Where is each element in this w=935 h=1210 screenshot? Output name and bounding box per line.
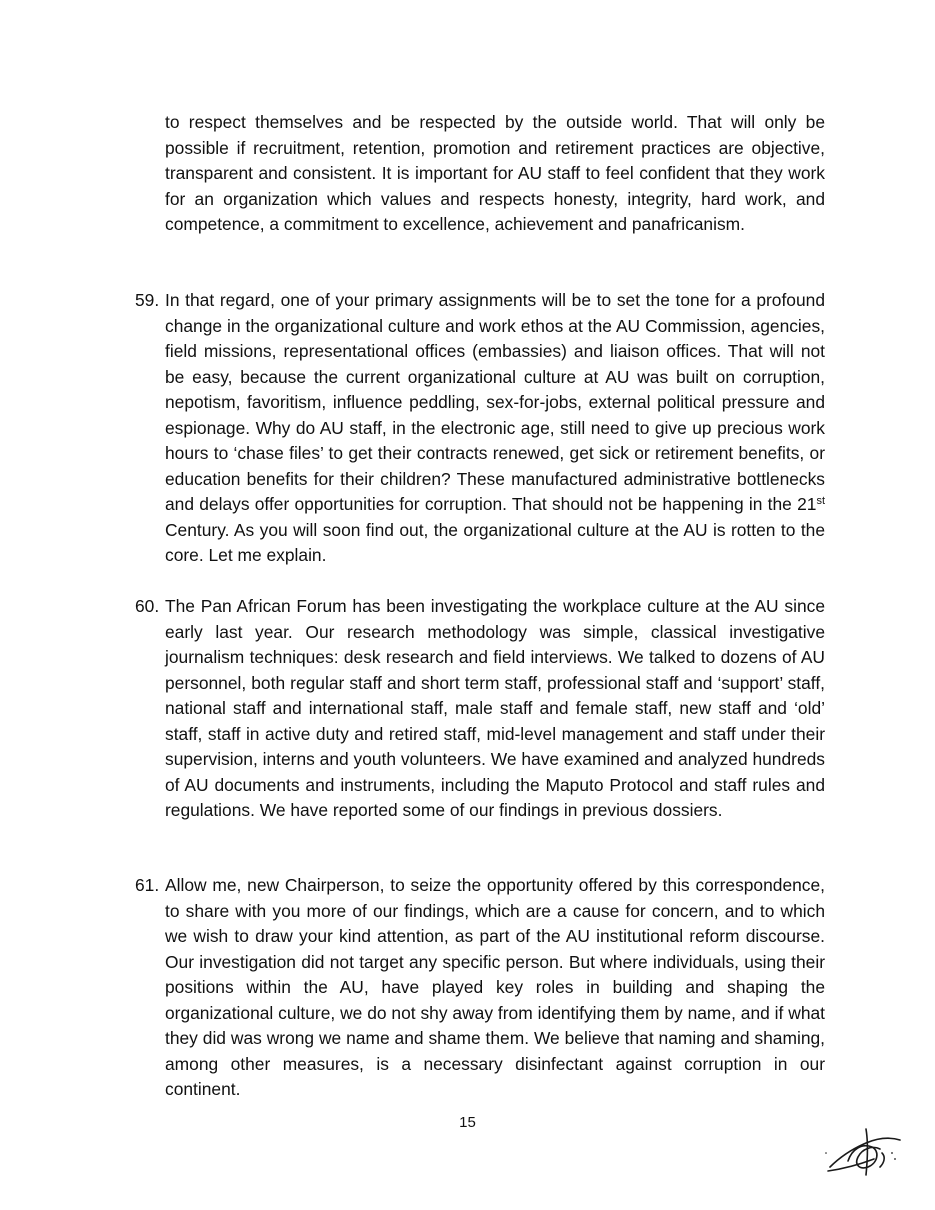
paragraph-text: The Pan African Forum has been investigating the workplace culture at the AU since early last year. Our research methodology was simple, classical investigative journalism techniques: desk research and field interviews. We talked to dozens of AU personnel, both regular staff and short term staff, professional staff and ‘support’ staff, national staff and international staff, male staff and female staff, new staff and ‘old’ staff, staff in active duty and retired staff, mid-level management and staff under their supervision, interns and youth volunteers. We have examined and analyzed hundreds of AU documents and instruments, including the Maputo Protocol and staff rules and regulations. We have reported some of our findings in previous dossiers. <box>165 596 825 820</box>
paragraph-number: 59. <box>135 290 160 310</box>
paragraph-text: In that regard, one of your primary assignments will be to set the tone for a profound change in the organizational culture and work ethos at the AU Commission, agencies, field missions, representational offices (embassies) and liaison offices. That will not be easy, because the current organizational culture at AU was built on corruption, nepotism, favoritism, influence peddling, sex-for-jobs, external political pressure and espionage. Why do AU staff, in the electronic age, still need to give up precious work hours to ‘chase files’ to get their contracts renewed, get sick or retirement benefits, or education benefits for their children? These manufactured administrative bottlenecks and delays offer opportunities for corruption. That should not be happening in the 21 <box>165 290 825 514</box>
page-number: 15 <box>459 1114 476 1131</box>
paragraph-61 <box>135 873 825 1103</box>
paragraph-text: Allow me, new Chairperson, to seize the opportunity offered by this correspondence, to share with you more of our findings, which are a cause for concern, and to which we wish to draw your kind attention, as part of the AU institutional reform discourse. Our investigation did not target any specific person. But where individuals, using their positions within the AU, have played key roles in building and shaping the organizational culture, we do not shy away from identifying them by name, and if what they did was wrong we name and shame them. We believe that naming and shaming, among other measures, is a necessary disinfectant against corruption in our continent. <box>165 875 825 1099</box>
paragraph-60 <box>135 594 825 824</box>
paragraph-number: 60. <box>135 596 160 616</box>
paragraph-number: 61. <box>135 875 160 895</box>
signature-icon <box>822 1123 904 1183</box>
paragraph-text-tail: Century. As you will soon find out, the organizational culture at the AU is rotten to the core. Let me explain. <box>165 519 825 565</box>
ordinal-superscript: st <box>816 495 825 507</box>
paragraph-continuation: to respect themselves and be respected by the outside world. That will only be possible if recruitment, retention, promotion and retirement practices are objective, transparent and consistent. It is important for AU staff to feel confident that they work for an organization which values and respects honesty, integrity, hard work, and competence, a commitment to excellence, achievement and panafricanism. <box>165 112 825 234</box>
paragraph-59 <box>135 288 825 569</box>
